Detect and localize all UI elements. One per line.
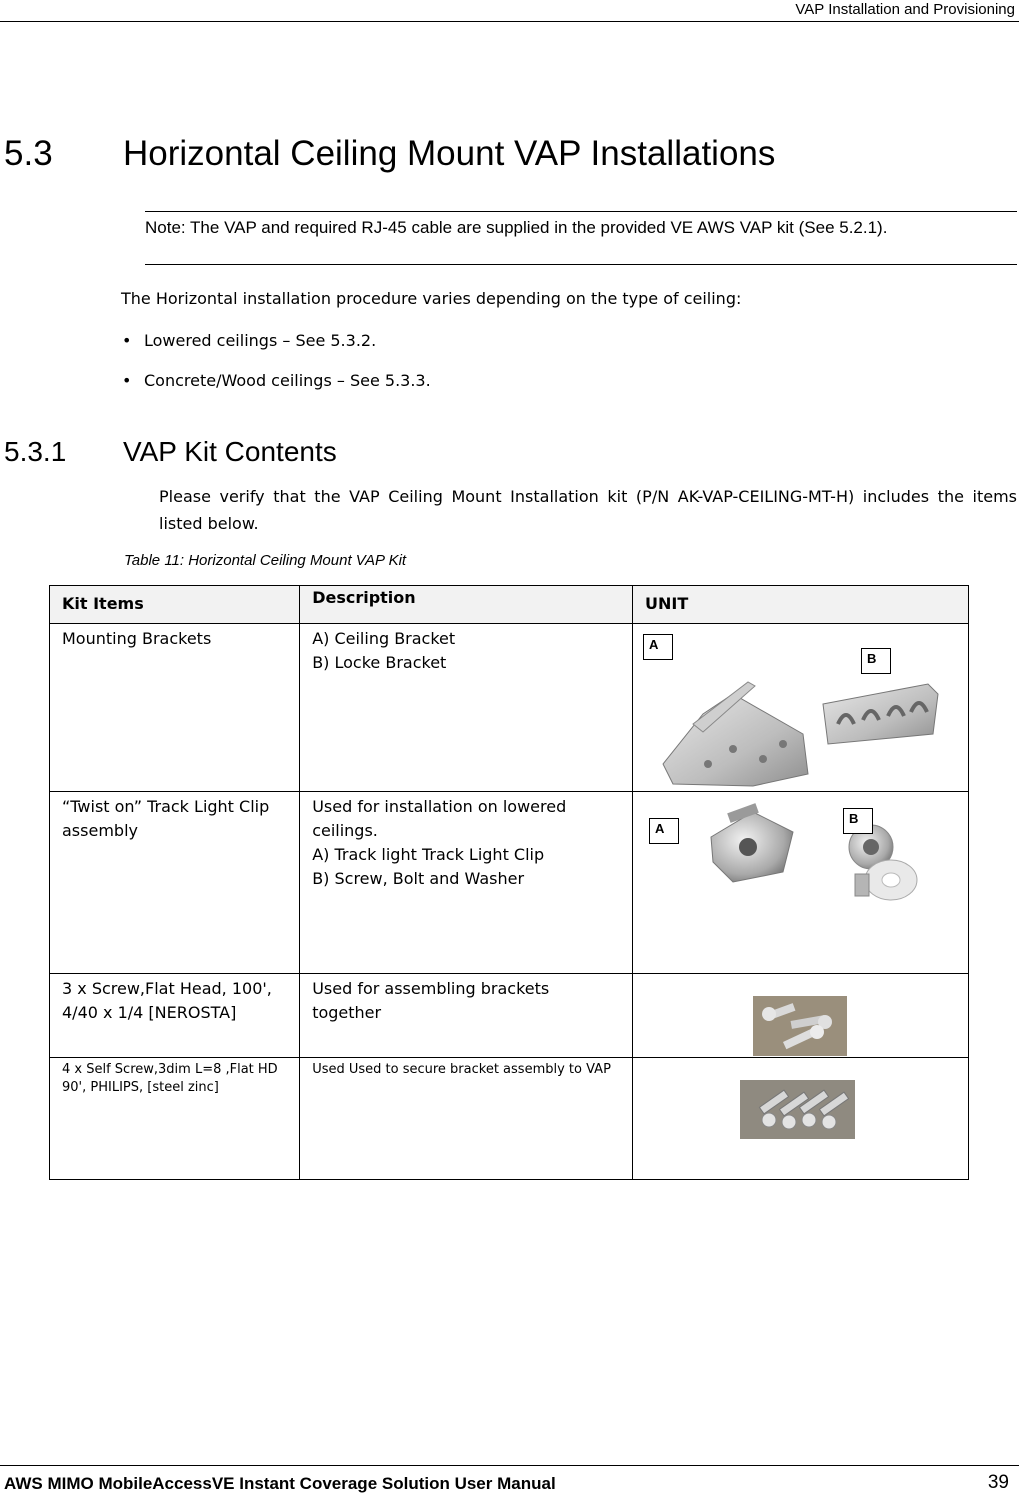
bullet-icon: •	[122, 331, 132, 350]
column-header-kit-items: Kit Items	[50, 586, 300, 624]
subsection-number: 5.3.1	[4, 436, 67, 467]
description-cell: Used for installation on lowered ceilings. A) Track light Track Light Clip B) Screw, Bolt and Washer	[300, 792, 633, 974]
section-heading	[4, 134, 775, 174]
page-number: 39	[987, 1472, 1009, 1493]
table-row	[50, 792, 969, 974]
self-screws-image	[633, 1058, 968, 1178]
page-header	[0, 0, 1019, 22]
section-title: Horizontal Ceiling Mount VAP Installations	[123, 134, 776, 173]
label-a: A	[649, 818, 679, 844]
label-a: A	[643, 634, 673, 660]
label-b: B	[843, 808, 873, 834]
unit-image-cell	[632, 792, 968, 974]
intro-paragraph: The Horizontal installation procedure varies depending on the type of ceiling:	[121, 289, 742, 308]
header-title: VAP Installation and Provisioning	[795, 1, 1015, 18]
ceiling-type-list	[122, 331, 431, 411]
kit-item-cell: Mounting Brackets	[50, 624, 300, 792]
unit-image-cell	[632, 624, 968, 792]
kit-table	[49, 585, 969, 1180]
track-light-clip-image	[633, 792, 968, 972]
table-header-row	[50, 586, 969, 624]
table-row	[50, 624, 969, 792]
description-cell: Used for assembling brackets together	[300, 974, 633, 1058]
note-box: Note: The VAP and required RJ-45 cable are supplied in the provided VE AWS VAP kit (See 5.2.1).	[145, 211, 1017, 265]
description-cell: A) Ceiling Bracket B) Locke Bracket	[300, 624, 633, 792]
kit-item-cell: “Twist on” Track Light Clip assembly	[50, 792, 300, 974]
list-item: • Lowered ceilings – See 5.3.2.	[122, 331, 377, 350]
bullet-icon: •	[122, 371, 132, 390]
kit-item-cell: 4 x Self Screw,3dim L=8 ,Flat HD 90', PHILIPS, [steel zinc]	[50, 1058, 300, 1180]
subsection-heading	[4, 436, 337, 468]
table-caption: Table 11: Horizontal Ceiling Mount VAP Kit	[124, 552, 407, 569]
mounting-brackets-image	[633, 624, 968, 790]
unit-image-cell	[632, 974, 968, 1058]
unit-image-cell	[632, 1058, 968, 1180]
footer-title: AWS MIMO MobileAccessVE Instant Coverage Solution User Manual	[4, 1474, 556, 1493]
table-row	[50, 1058, 969, 1180]
column-header-unit: UNIT	[632, 586, 968, 624]
table-row	[50, 974, 969, 1058]
page-footer	[0, 1465, 1019, 1496]
verify-paragraph: Please verify that the VAP Ceiling Mount Installation kit (P/N AK-VAP-CEILING-MT-H) includes the items listed below.	[159, 487, 1017, 533]
column-header-description: Description	[300, 586, 633, 624]
list-item: • Concrete/Wood ceilings – See 5.3.3.	[122, 371, 431, 390]
flat-head-screws-image	[633, 974, 968, 1056]
label-b: B	[861, 648, 891, 674]
subsection-title: VAP Kit Contents	[123, 436, 337, 467]
kit-item-cell: 3 x Screw,Flat Head, 100', 4/40 x 1/4 [NEROSTA]	[50, 974, 300, 1058]
section-number: 5.3	[4, 134, 53, 173]
description-cell: Used Used to secure bracket assembly to VAP	[300, 1058, 633, 1180]
